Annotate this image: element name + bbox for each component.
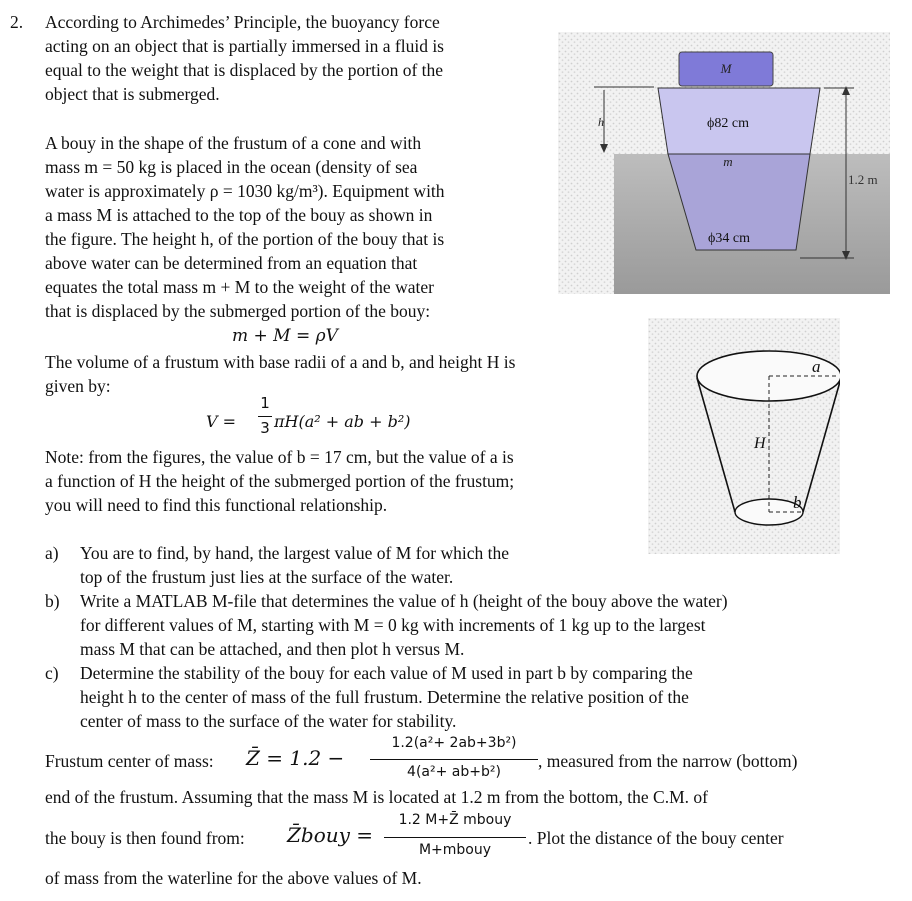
volume-lhs: V =: [206, 412, 237, 431]
text-line: above water can be determined from an equation that: [45, 253, 418, 273]
bottom-diameter-label: ϕ34 cm: [708, 231, 750, 246]
com-lhs: Z̄ = 1.2 −: [246, 746, 345, 770]
text-line: that is displaced by the submerged portion of the bouy:: [45, 301, 431, 321]
equation-mass-balance: m + M = ρV: [232, 326, 338, 346]
a-label: a: [812, 357, 821, 376]
fraction-bar: [258, 416, 272, 417]
text-line: a function of H the height of the submerged portion of the frustum;: [45, 471, 515, 491]
mass-M-label: M: [720, 61, 732, 76]
text-line: a mass M is attached to the top of the bouy as shown in: [45, 205, 433, 225]
text-line: for different values of M, starting with M = 0 kg with increments of 1 kg up to the largest: [80, 615, 706, 635]
text-line: you will need to find this functional relationship.: [45, 495, 388, 515]
text-line: You are to find, by hand, the largest value of M for which the: [80, 543, 509, 563]
bouy-lhs: Z̄bouy =: [287, 823, 374, 847]
fraction-bar: [370, 759, 538, 760]
top-diameter-label: ϕ82 cm: [707, 116, 749, 131]
H-label: H: [754, 435, 766, 452]
text-line: water is approximately ρ = 1030 kg/m³). Equipment with: [45, 181, 445, 201]
fraction-bar: [384, 837, 526, 838]
frustum-figure: [648, 318, 840, 554]
part-label: a): [45, 543, 59, 563]
bouy-prefix: the bouy is then found from:: [45, 828, 245, 848]
bouy-suffix: . Plot the distance of the bouy center: [528, 828, 784, 848]
com-num: 1.2(a²+ 2ab+3b²): [391, 735, 517, 751]
text-line: Note: from the figures, the value of b = 17 cm, but the value of a is: [45, 447, 514, 467]
text-line: end of the frustum. Assuming that the mass M is located at 1.2 m from the bottom, the C.M. of: [45, 787, 708, 807]
text-line: top of the frustum just lies at the surface of the water.: [80, 567, 454, 587]
problem-number: 2.: [10, 12, 24, 32]
text-line: height h to the center of mass of the full frustum. Determine the relative position of the: [80, 687, 689, 707]
text-line: given by:: [45, 376, 111, 396]
text-line: Write a MATLAB M-file that determines the value of h (height of the bouy above the water): [80, 591, 728, 611]
text-line: The volume of a frustum with base radii of a and b, and height H is: [45, 352, 516, 372]
part-label: b): [45, 591, 60, 611]
buoy-figure: [558, 32, 890, 294]
volume-rhs: πH(a² + ab + b²): [274, 412, 411, 431]
text-line: of mass from the waterline for the above values of M.: [45, 868, 422, 888]
body-mass-label: m: [723, 154, 733, 169]
text-line: equal to the weight that is displaced by the portion of the: [45, 60, 444, 80]
text-line: A bouy in the shape of the frustum of a cone and with: [45, 133, 422, 153]
com-den: 4(a²+ ab+b²): [407, 764, 501, 780]
b-label: b: [793, 493, 802, 512]
height-label: 1.2 m: [848, 172, 878, 187]
bouy-den: M+mbouy: [418, 842, 492, 858]
com-suffix: , measured from the narrow (bottom): [538, 751, 798, 771]
text-line: mass m = 50 kg is placed in the ocean (density of sea: [45, 157, 418, 177]
h-label: h: [598, 115, 604, 129]
text-line: acting on an object that is partially immersed in a fluid is: [45, 36, 444, 56]
com-prefix: Frustum center of mass:: [45, 751, 214, 771]
text-line: According to Archimedes’ Principle, the buoyancy force: [45, 12, 440, 32]
text-line: object that is submerged.: [45, 84, 220, 104]
volume-den: 3: [260, 419, 270, 437]
part-label: c): [45, 663, 59, 683]
bouy-num: 1.2 M+Z̄ mbouy: [398, 812, 512, 828]
text-line: mass M that can be attached, and then plot h versus M.: [80, 639, 465, 659]
text-line: equates the total mass m + M to the weight of the water: [45, 277, 434, 297]
text-line: center of mass to the surface of the water for stability.: [80, 711, 457, 731]
volume-num: 1: [260, 394, 270, 412]
text-line: the figure. The height h, of the portion of the bouy that is: [45, 229, 445, 249]
text-line: Determine the stability of the bouy for each value of M used in part b by comparing the: [80, 663, 693, 683]
